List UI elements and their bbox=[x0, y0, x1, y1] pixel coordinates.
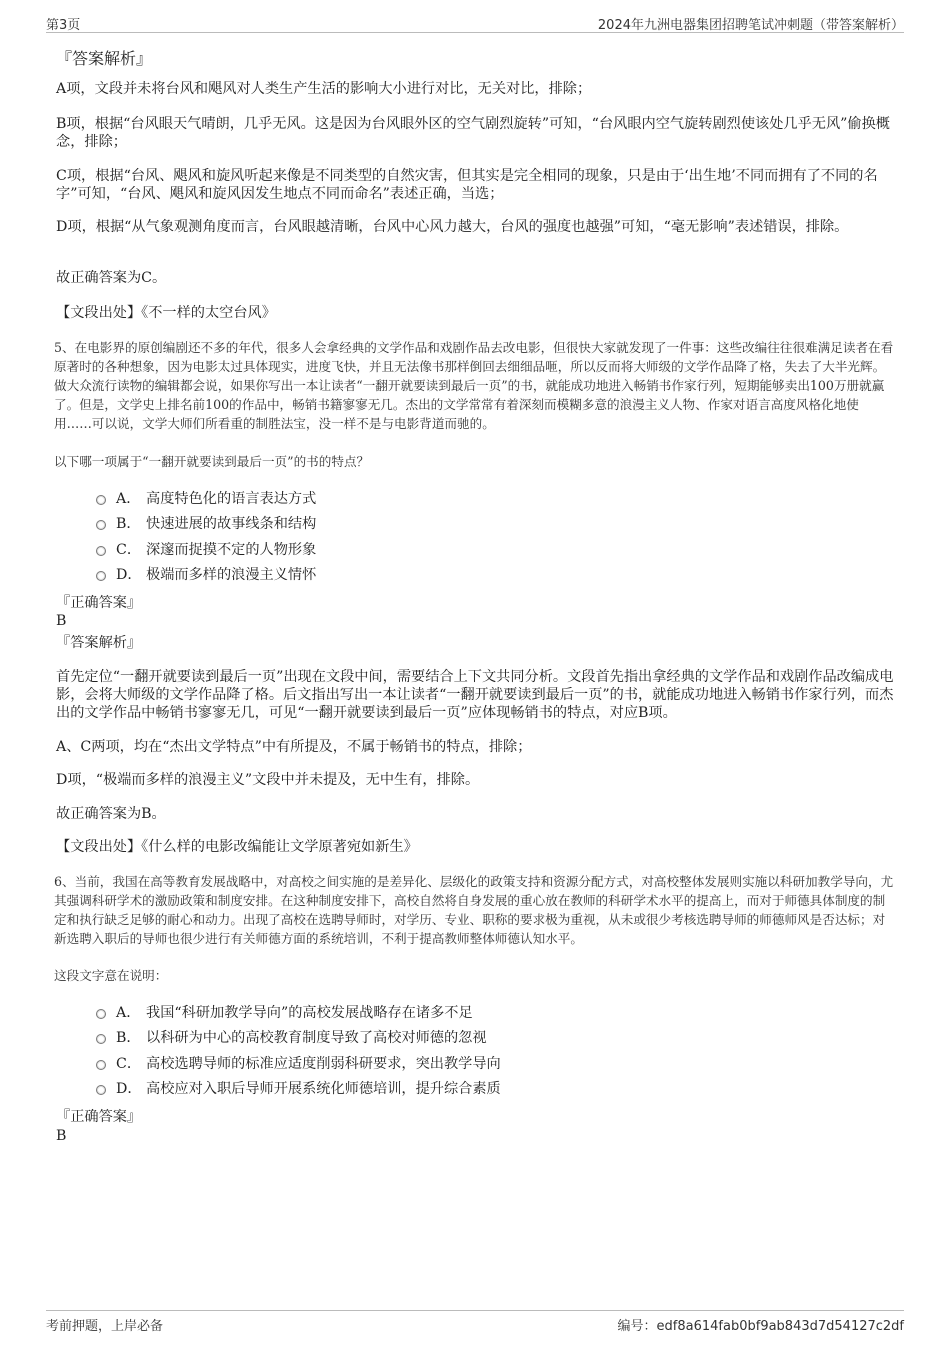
q4-analysis-title: 『答案解析』 bbox=[56, 49, 153, 68]
radio-icon[interactable] bbox=[96, 495, 106, 505]
q5-answer-title: 『正确答案』 bbox=[56, 595, 142, 611]
page-number: 第3页 bbox=[46, 18, 81, 33]
q6-option-c[interactable]: C． 高校选聘导师的标准应适度削弱科研要求，突出教学导向 bbox=[96, 1050, 501, 1076]
radio-icon[interactable] bbox=[96, 1060, 106, 1070]
q4-analysis-b: B项，根据“台风眼天气晴朗，几乎无风。这是因为台风眼外区的空气剧烈旋转”可知，“台风眼内空气旋转剧烈使该处几乎无风”偷换概念，排除； bbox=[56, 116, 890, 150]
q6-stem: 6、当前，我国在高等教育发展战略中，对高校之间实施的是差异化、层级化的政策支持和资源分配方式，对高校整体发展则实施以科研加教学导向，尤其强调科研学术的激励政策和制度安排。在这种制度安排下，高校自然将自身发展的重心放在教师的科研学术水平的提高上，而对于师德具体制度的制定和执行缺乏足够的耐心和动力。出现了高校在选聘导师时，对学历、专业、职称的要求极为重视，从未或很少考核选聘导师的师德师风是否达标；对新选聘入职后的导师也很少进行有关师德方面的系统培训，不利于提高教师整体师德认知水平。 bbox=[54, 874, 894, 946]
q5-option-a[interactable]: A． 高度特色化的语言表达方式 bbox=[96, 485, 316, 511]
q5-analysis-ac: A、C两项，均在“杰出文学特点”中有所提及，不属于畅销书的特点，排除； bbox=[56, 739, 532, 755]
q5-conclusion: 故正确答案为B。 bbox=[56, 806, 166, 822]
page-header bbox=[46, 12, 904, 33]
q4-source: 【文段出处】《不一样的太空台风》 bbox=[56, 305, 276, 321]
q5-source: 【文段出处】《什么样的电影改编能让文学原著宛如新生》 bbox=[56, 839, 418, 855]
q4-conclusion: 故正确答案为C。 bbox=[56, 270, 167, 286]
q5-options bbox=[96, 485, 316, 587]
q5-stem: 5、在电影界的原创编剧还不多的年代，很多人会拿经典的文学作品和戏剧作品去改电影，但很快大家就发现了一件事：这些改编往往很难满足读者在看原著时的各种想象，因为电影太过具体现实，进度飞快，并且无法像书那样倒回去细细品咂，所以反而将大师级的文学作品降了格，失去了大半光辉。做大众流行读物的编辑都会说，如果你写出一本让读者“一翻开就要读到最后一页”的书，就能成功地进入畅销书作家行列，短期能够卖出100万册就赢了。但是，文学史上排名前100的作品中，畅销书籍寥寥无几。杰出的文学常常有着深刻而模糊多意的浪漫主义人物、作家对语言高度风格化地使用……可以说，文学大师们所看重的制胜法宝，没一样不是与电影背道而驰的。 bbox=[54, 340, 894, 431]
q6-answer: B bbox=[56, 1128, 67, 1144]
q5-option-b[interactable]: B． 快速进展的故事线条和结构 bbox=[96, 511, 316, 537]
q6-option-d[interactable]: D． 高校应对入职后导师开展系统化师德培训，提升综合素质 bbox=[96, 1076, 501, 1102]
q5-option-d[interactable]: D． 极端而多样的浪漫主义情怀 bbox=[96, 562, 316, 588]
q6-answer-title: 『正确答案』 bbox=[56, 1109, 142, 1125]
q4-analysis-c: C项，根据“台风、飓风和旋风听起来像是不同类型的自然灾害，但其实是完全相同的现象，只是由于‘出生地’不同而拥有了不同的名字”可知，“台风、飓风和旋风因发生地点不同而命名”表述正确，当选； bbox=[56, 168, 878, 202]
radio-icon[interactable] bbox=[96, 520, 106, 530]
q5-analysis-d: D项，“极端而多样的浪漫主义”文段中并未提及，无中生有，排除。 bbox=[56, 772, 480, 788]
radio-icon[interactable] bbox=[96, 1034, 106, 1044]
radio-icon[interactable] bbox=[96, 1085, 106, 1095]
page-footer bbox=[46, 1310, 904, 1335]
q6-options bbox=[96, 999, 501, 1101]
q4-analysis-a: A项，文段并未将台风和飓风对人类生产生活的影响大小进行对比，无关对比，排除； bbox=[56, 81, 592, 97]
q5-answer: B bbox=[56, 613, 67, 629]
q5-analysis-title: 『答案解析』 bbox=[56, 635, 142, 651]
radio-icon[interactable] bbox=[96, 546, 106, 556]
q4-analysis-d: D项，根据“从气象观测角度而言，台风眼越清晰，台风中心风力越大，台风的强度也越强”可知，“毫无影响”表述错误，排除。 bbox=[56, 219, 849, 235]
q5-option-c[interactable]: C． 深邃而捉摸不定的人物形象 bbox=[96, 536, 316, 562]
q5-analysis-main: 首先定位“一翻开就要读到最后一页”出现在文段中间，需要结合上下文共同分析。文段首先指出拿经典的文学作品和戏剧作品改编成电影，会将大师级的文学作品降了格。后文指出写出一本让读者“一翻开就要读到最后一页”的书，就能成功地进入畅销书作家行列，而杰出的文学作品中畅销书寥寥无几，可见“一翻开就要读到最后一页”应体现畅销书的特点，对应B项。 bbox=[56, 669, 894, 721]
q6-option-a[interactable]: A． 我国“科研加教学导向”的高校发展战略存在诸多不足 bbox=[96, 999, 501, 1025]
document-title: 2024年九洲电器集团招聘笔试冲刺题（带答案解析） bbox=[597, 18, 904, 33]
radio-icon[interactable] bbox=[96, 571, 106, 581]
radio-icon[interactable] bbox=[96, 1009, 106, 1019]
q6-prompt: 这段文字意在说明： bbox=[54, 968, 168, 983]
q5-prompt: 以下哪一项属于“一翻开就要读到最后一页”的书的特点？ bbox=[54, 454, 370, 469]
q6-option-b[interactable]: B． 以科研为中心的高校教育制度导致了高校对师德的忽视 bbox=[96, 1025, 501, 1051]
footer-serial: 编号：edf8a614fab0bf9ab843d7d54127c2df bbox=[617, 1319, 904, 1334]
footer-slogan: 考前押题，上岸必备 bbox=[46, 1319, 164, 1334]
